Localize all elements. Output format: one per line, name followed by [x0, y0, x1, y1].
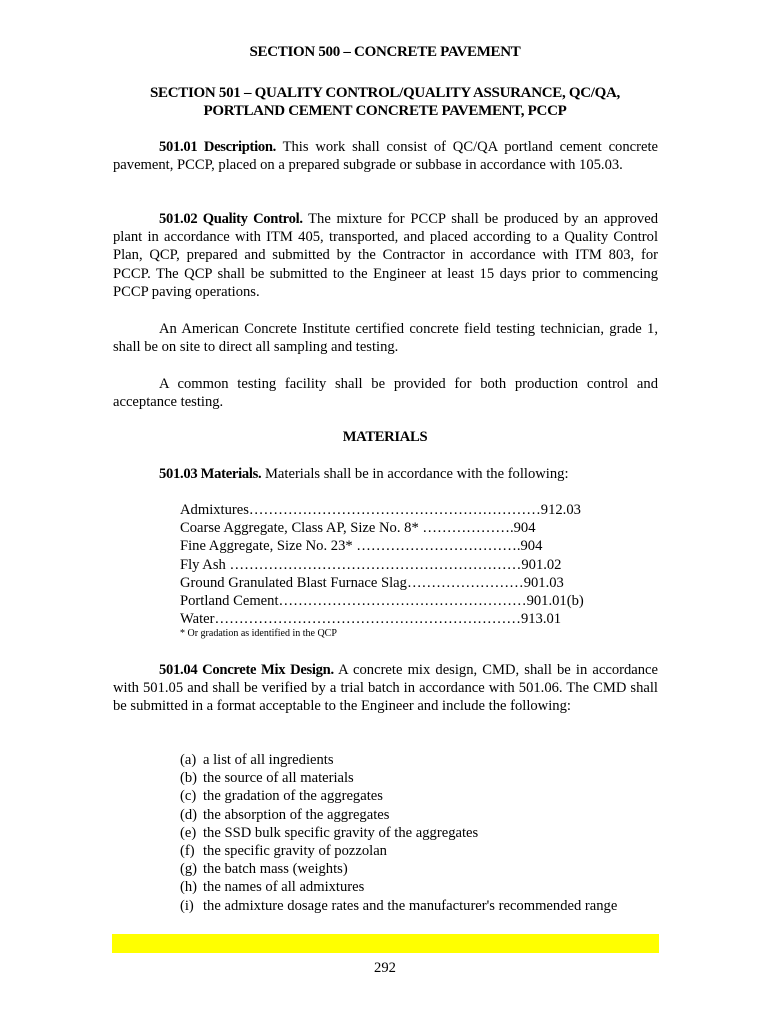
paragraph-label: 501.04 Concrete Mix Design. [159, 662, 334, 678]
list-item-text: the admixture dosage rates and the manufacturer's recommended range [203, 897, 618, 914]
list-item-label: (g) [180, 861, 198, 878]
paragraph-label: 501.01 Description. [159, 139, 277, 155]
list-item-text: the source of all materials [203, 770, 354, 787]
materials-list-item: Admixtures……………………………………………………912.03 [180, 502, 581, 518]
paragraph-label: 501.03 Materials. [159, 466, 262, 482]
materials-list-item: Fly Ash ……………………………………………………901.02 [180, 556, 562, 573]
paragraph-501-03 [113, 465, 658, 483]
cmd-requirements-list [180, 751, 617, 915]
paragraph-501-01 [113, 138, 658, 174]
subsection-title-line-1: SECTION 501 – QUALITY CONTROL/QUALITY ASSURANCE, QC/QA, [150, 85, 620, 101]
highlight-bar [112, 934, 659, 953]
paragraph-text: The mixture for PCCP shall be produced by an approved plant in accordance with ITM 405, transported, and placed according to a Quality Control Plan, QCP, prepared and submitted by the Contractor in accordance with ITM 803, for PCCP. The QCP shall be submitted to the Engineer at least 15 days prior to commencing PCCP paving operations. [113, 211, 659, 300]
paragraph-text: A concrete mix design, CMD, shall be in accordance with 501.05 and shall be verified by a trial batch in accordance with 501.06. The CMD shall be submitted in a format acceptable to the Engineer and include the following: [113, 662, 659, 715]
list-item-text: the batch mass (weights) [203, 861, 348, 878]
list-item [180, 806, 617, 824]
subsection-title [0, 84, 770, 120]
materials-list-item: Portland Cement……………………………………………901.01(b) [180, 593, 584, 610]
list-item-text: a list of all ingredients [203, 752, 334, 768]
list-item-label: (f) [180, 843, 195, 860]
paragraph-aci-technician: An American Concrete Institute certified concrete field testing technician, grade 1, shall be on site to direct all sampling and testing. [113, 321, 658, 356]
list-item-label: (b) [180, 770, 198, 787]
paragraph-label: 501.02 Quality Control. [159, 211, 303, 227]
list-item-text: the gradation of the aggregates [203, 788, 383, 805]
subsection-title-line-2: PORTLAND CEMENT CONCRETE PAVEMENT, PCCP [203, 103, 567, 119]
list-item-text: the specific gravity of pozzolan [203, 843, 387, 860]
paragraph-501-04 [113, 661, 658, 716]
list-item-label: (e) [180, 824, 197, 841]
materials-list-item: Water………………………………………………………913.01 [180, 611, 562, 628]
materials-list-item: Fine Aggregate, Size No. 23* …………………………….904 [180, 538, 543, 555]
list-item [180, 751, 617, 769]
materials-list-item: Coarse Aggregate, Class AP, Size No. 8* ……………….904 [180, 520, 536, 537]
paragraph-testing-facility: A common testing facility shall be provided for both production control and acceptance testing. [113, 376, 658, 411]
list-item-label: (a) [180, 752, 197, 768]
list-item [180, 824, 617, 842]
list-item-label: (i) [180, 897, 194, 914]
materials-list [180, 501, 650, 628]
materials-footnote: * Or gradation as identified in the QCP [180, 628, 337, 639]
section-title: SECTION 500 – CONCRETE PAVEMENT [249, 44, 521, 60]
list-item-label: (d) [180, 806, 198, 823]
paragraph-text: This work shall consist of QC/QA portland cement concrete pavement, PCCP, placed on a prepared subgrade or subbase in accordance with 105.03. [113, 139, 658, 174]
page-number: 292 [374, 960, 396, 976]
list-item [180, 860, 617, 878]
materials-list-item: Ground Granulated Blast Furnace Slag……………………901.03 [180, 574, 564, 591]
materials-heading: MATERIALS [342, 429, 428, 445]
list-item-text: the absorption of the aggregates [203, 806, 390, 823]
list-item-text: the names of all admixtures [203, 879, 365, 896]
paragraph-501-02 [113, 210, 658, 301]
paragraph-text: Materials shall be in accordance with the following: [261, 466, 569, 482]
list-item-text: the SSD bulk specific gravity of the aggregates [203, 824, 479, 841]
list-item [180, 842, 617, 860]
list-item-label: (h) [180, 879, 198, 896]
list-item [180, 897, 617, 915]
list-item [180, 769, 617, 787]
list-item-label: (c) [180, 788, 197, 805]
list-item [180, 787, 617, 805]
list-item [180, 878, 617, 896]
